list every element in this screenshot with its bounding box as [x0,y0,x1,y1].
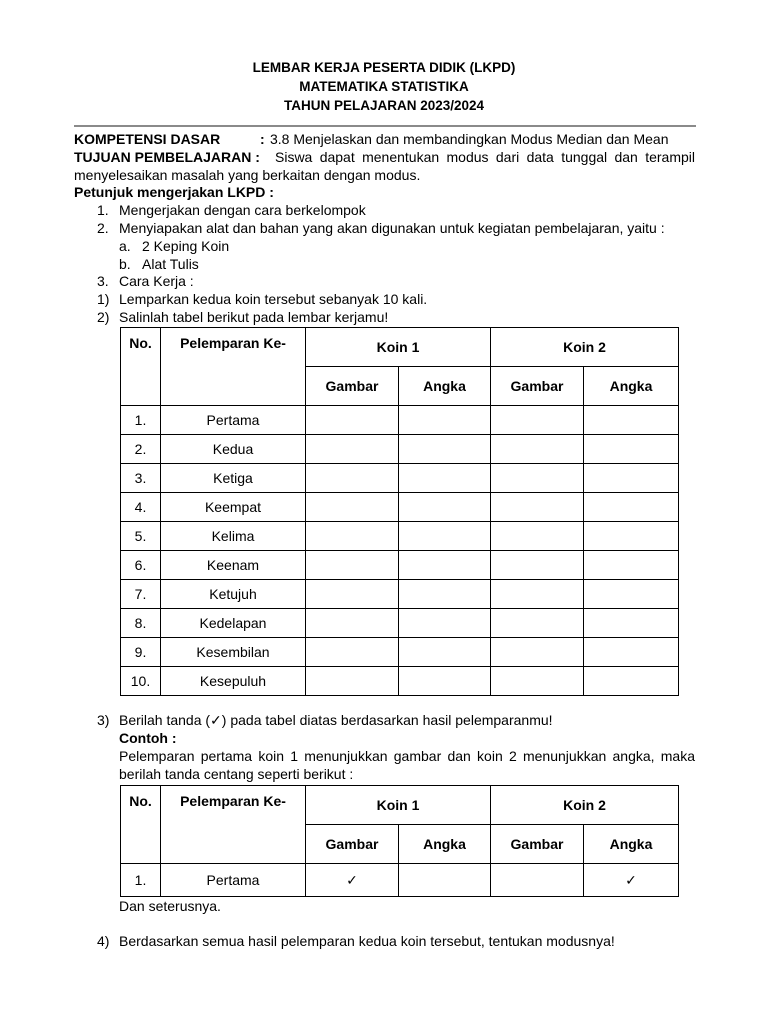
row-name: Ketiga [161,464,306,493]
table-row [121,435,679,464]
empty-cell[interactable] [584,406,679,435]
empty-cell[interactable] [306,609,399,638]
petunjuk-title: Petunjuk mengerjakan LKPD : [74,184,274,200]
empty-cell[interactable] [399,609,491,638]
empty-cell[interactable] [399,435,491,464]
row-name: Kedelapan [161,609,306,638]
tujuan-text-2: menyelesaikan masalah yang berkaitan dengan modus. [74,167,421,183]
empty-cell[interactable] [306,464,399,493]
empty-cell[interactable] [584,493,679,522]
checkmark-koin2-angka [584,864,679,897]
empty-cell[interactable] [491,551,584,580]
row-no: 6. [121,551,161,580]
example-header-koin-2: Koin 2 [491,786,679,825]
sub-item-b: Alat Tulis [142,256,199,272]
empty-cell[interactable] [584,551,679,580]
checkmark-koin1-gambar [306,864,399,897]
empty-cell [491,864,584,897]
row-name: Keempat [161,493,306,522]
empty-cell[interactable] [584,609,679,638]
row-no: 8. [121,609,161,638]
petunjuk-item-3: Cara Kerja : [119,273,194,289]
empty-cell[interactable] [491,435,584,464]
empty-cell[interactable] [584,638,679,667]
petunjuk-item-2: Menyiapakan alat dan bahan yang akan digunakan untuk kegiatan pembelajaran, yaitu : [119,220,665,236]
empty-cell[interactable] [399,638,491,667]
header-koin1-gambar: Gambar [306,367,399,406]
header-koin-2: Koin 2 [491,328,679,367]
petunjuk-item-1: Mengerjakan dengan cara berkelompok [119,202,366,218]
kompetensi-text: 3.8 Menjelaskan dan membandingkan Modus Median dan Mean [270,131,669,147]
row-no: 10. [121,667,161,696]
empty-cell[interactable] [491,580,584,609]
empty-cell[interactable] [584,464,679,493]
table-row [121,464,679,493]
step-num-1: 1) [97,291,110,307]
table-row [121,638,679,667]
header-divider [74,125,696,127]
empty-cell[interactable] [306,522,399,551]
empty-cell[interactable] [491,638,584,667]
title-line-2: MATEMATIKA STATISTIKA [299,79,469,94]
empty-cell[interactable] [399,580,491,609]
empty-cell[interactable] [491,493,584,522]
header-koin2-gambar: Gambar [491,367,584,406]
petunjuk-num-3: 3. [97,273,109,289]
row-name: Ketujuh [161,580,306,609]
step-text-3: Berilah tanda (✓) pada tabel diatas berdasarkan hasil pelemparanmu! [119,712,553,728]
empty-cell[interactable] [399,464,491,493]
checkmark-icon: ✓ [625,872,637,889]
empty-cell[interactable] [306,580,399,609]
example-header-koin1-gambar: Gambar [306,825,399,864]
table-row [121,667,679,696]
header-no: No. [121,328,161,406]
kompetensi-label: KOMPETENSI DASAR [74,131,221,147]
table-row [121,609,679,638]
title-line-3: TAHUN PELAJARAN 2023/2024 [283,98,485,113]
empty-cell[interactable] [491,464,584,493]
example-table [120,785,679,897]
example-row-no: 1. [121,864,161,897]
table-row [121,493,679,522]
empty-cell[interactable] [306,551,399,580]
table-row [121,551,679,580]
row-no: 7. [121,580,161,609]
header-koin-1: Koin 1 [306,328,491,367]
header-pelemparan: Pelemparan Ke- [161,328,306,406]
row-name: Kedua [161,435,306,464]
step-num-2: 2) [97,309,110,325]
empty-cell[interactable] [306,435,399,464]
header-koin2-angka: Angka [584,367,679,406]
empty-cell[interactable] [399,522,491,551]
table-row [121,406,679,435]
sub-num-a: a. [119,238,131,254]
contoh-text-1: Pelemparan pertama koin 1 menunjukkan gambar dan koin 2 menunjukkan angka, maka [119,748,695,764]
sub-num-b: b. [119,256,131,272]
petunjuk-num-1: 1. [97,202,109,218]
row-name: Pertama [161,406,306,435]
step-num-3: 3) [97,712,110,728]
empty-cell[interactable] [491,667,584,696]
empty-cell[interactable] [306,406,399,435]
empty-cell[interactable] [306,638,399,667]
empty-cell[interactable] [584,667,679,696]
row-name: Kesepuluh [161,667,306,696]
example-header-no: No. [121,786,161,864]
contoh-label: Contoh : [119,730,177,746]
step-num-4: 4) [97,933,110,949]
example-header-koin2-gambar: Gambar [491,825,584,864]
empty-cell[interactable] [399,551,491,580]
row-name: Kesembilan [161,638,306,667]
example-header-koin1-angka: Angka [399,825,491,864]
empty-cell[interactable] [399,406,491,435]
empty-cell[interactable] [399,493,491,522]
table-row [121,522,679,551]
petunjuk-num-2: 2. [97,220,109,236]
table-row [121,580,679,609]
title-line-1: LEMBAR KERJA PESERTA DIDIK (LKPD) [252,60,516,75]
empty-cell[interactable] [584,580,679,609]
contoh-text-2: berilah tanda centang seperti berikut : [119,766,354,782]
table-row [121,864,679,897]
empty-cell [399,864,491,897]
step-text-2: Salinlah tabel berikut pada lembar kerjamu! [119,309,389,325]
empty-cell[interactable] [584,435,679,464]
header-koin1-angka: Angka [399,367,491,406]
checkmark-icon: ✓ [346,872,358,889]
observation-table [120,327,679,696]
contoh-after: Dan seterusnya. [119,898,221,914]
sub-item-a: 2 Keping Koin [142,238,230,254]
example-row-name: Pertama [161,864,306,897]
step-text-1: Lemparkan kedua koin tersebut sebanyak 10 kali. [119,291,428,307]
row-no: 1. [121,406,161,435]
example-header-koin2-angka: Angka [584,825,679,864]
empty-cell[interactable] [491,406,584,435]
row-no: 5. [121,522,161,551]
step-text-4: Berdasarkan semua hasil pelemparan kedua koin tersebut, tentukan modusnya! [119,933,615,949]
empty-cell[interactable] [491,609,584,638]
tujuan-label: TUJUAN PEMBELAJARAN : [74,149,260,165]
example-header-koin-1: Koin 1 [306,786,491,825]
row-no: 3. [121,464,161,493]
row-name: Kelima [161,522,306,551]
empty-cell[interactable] [491,522,584,551]
empty-cell[interactable] [306,493,399,522]
empty-cell[interactable] [306,667,399,696]
row-name: Keenam [161,551,306,580]
empty-cell[interactable] [399,667,491,696]
row-no: 9. [121,638,161,667]
row-no: 2. [121,435,161,464]
row-no: 4. [121,493,161,522]
empty-cell[interactable] [584,522,679,551]
tujuan-text-1: Siswa dapat menentukan modus dari data tunggal dan terampil [275,149,695,165]
kompetensi-colon: : [260,131,265,147]
example-header-pelemparan: Pelemparan Ke- [161,786,306,864]
